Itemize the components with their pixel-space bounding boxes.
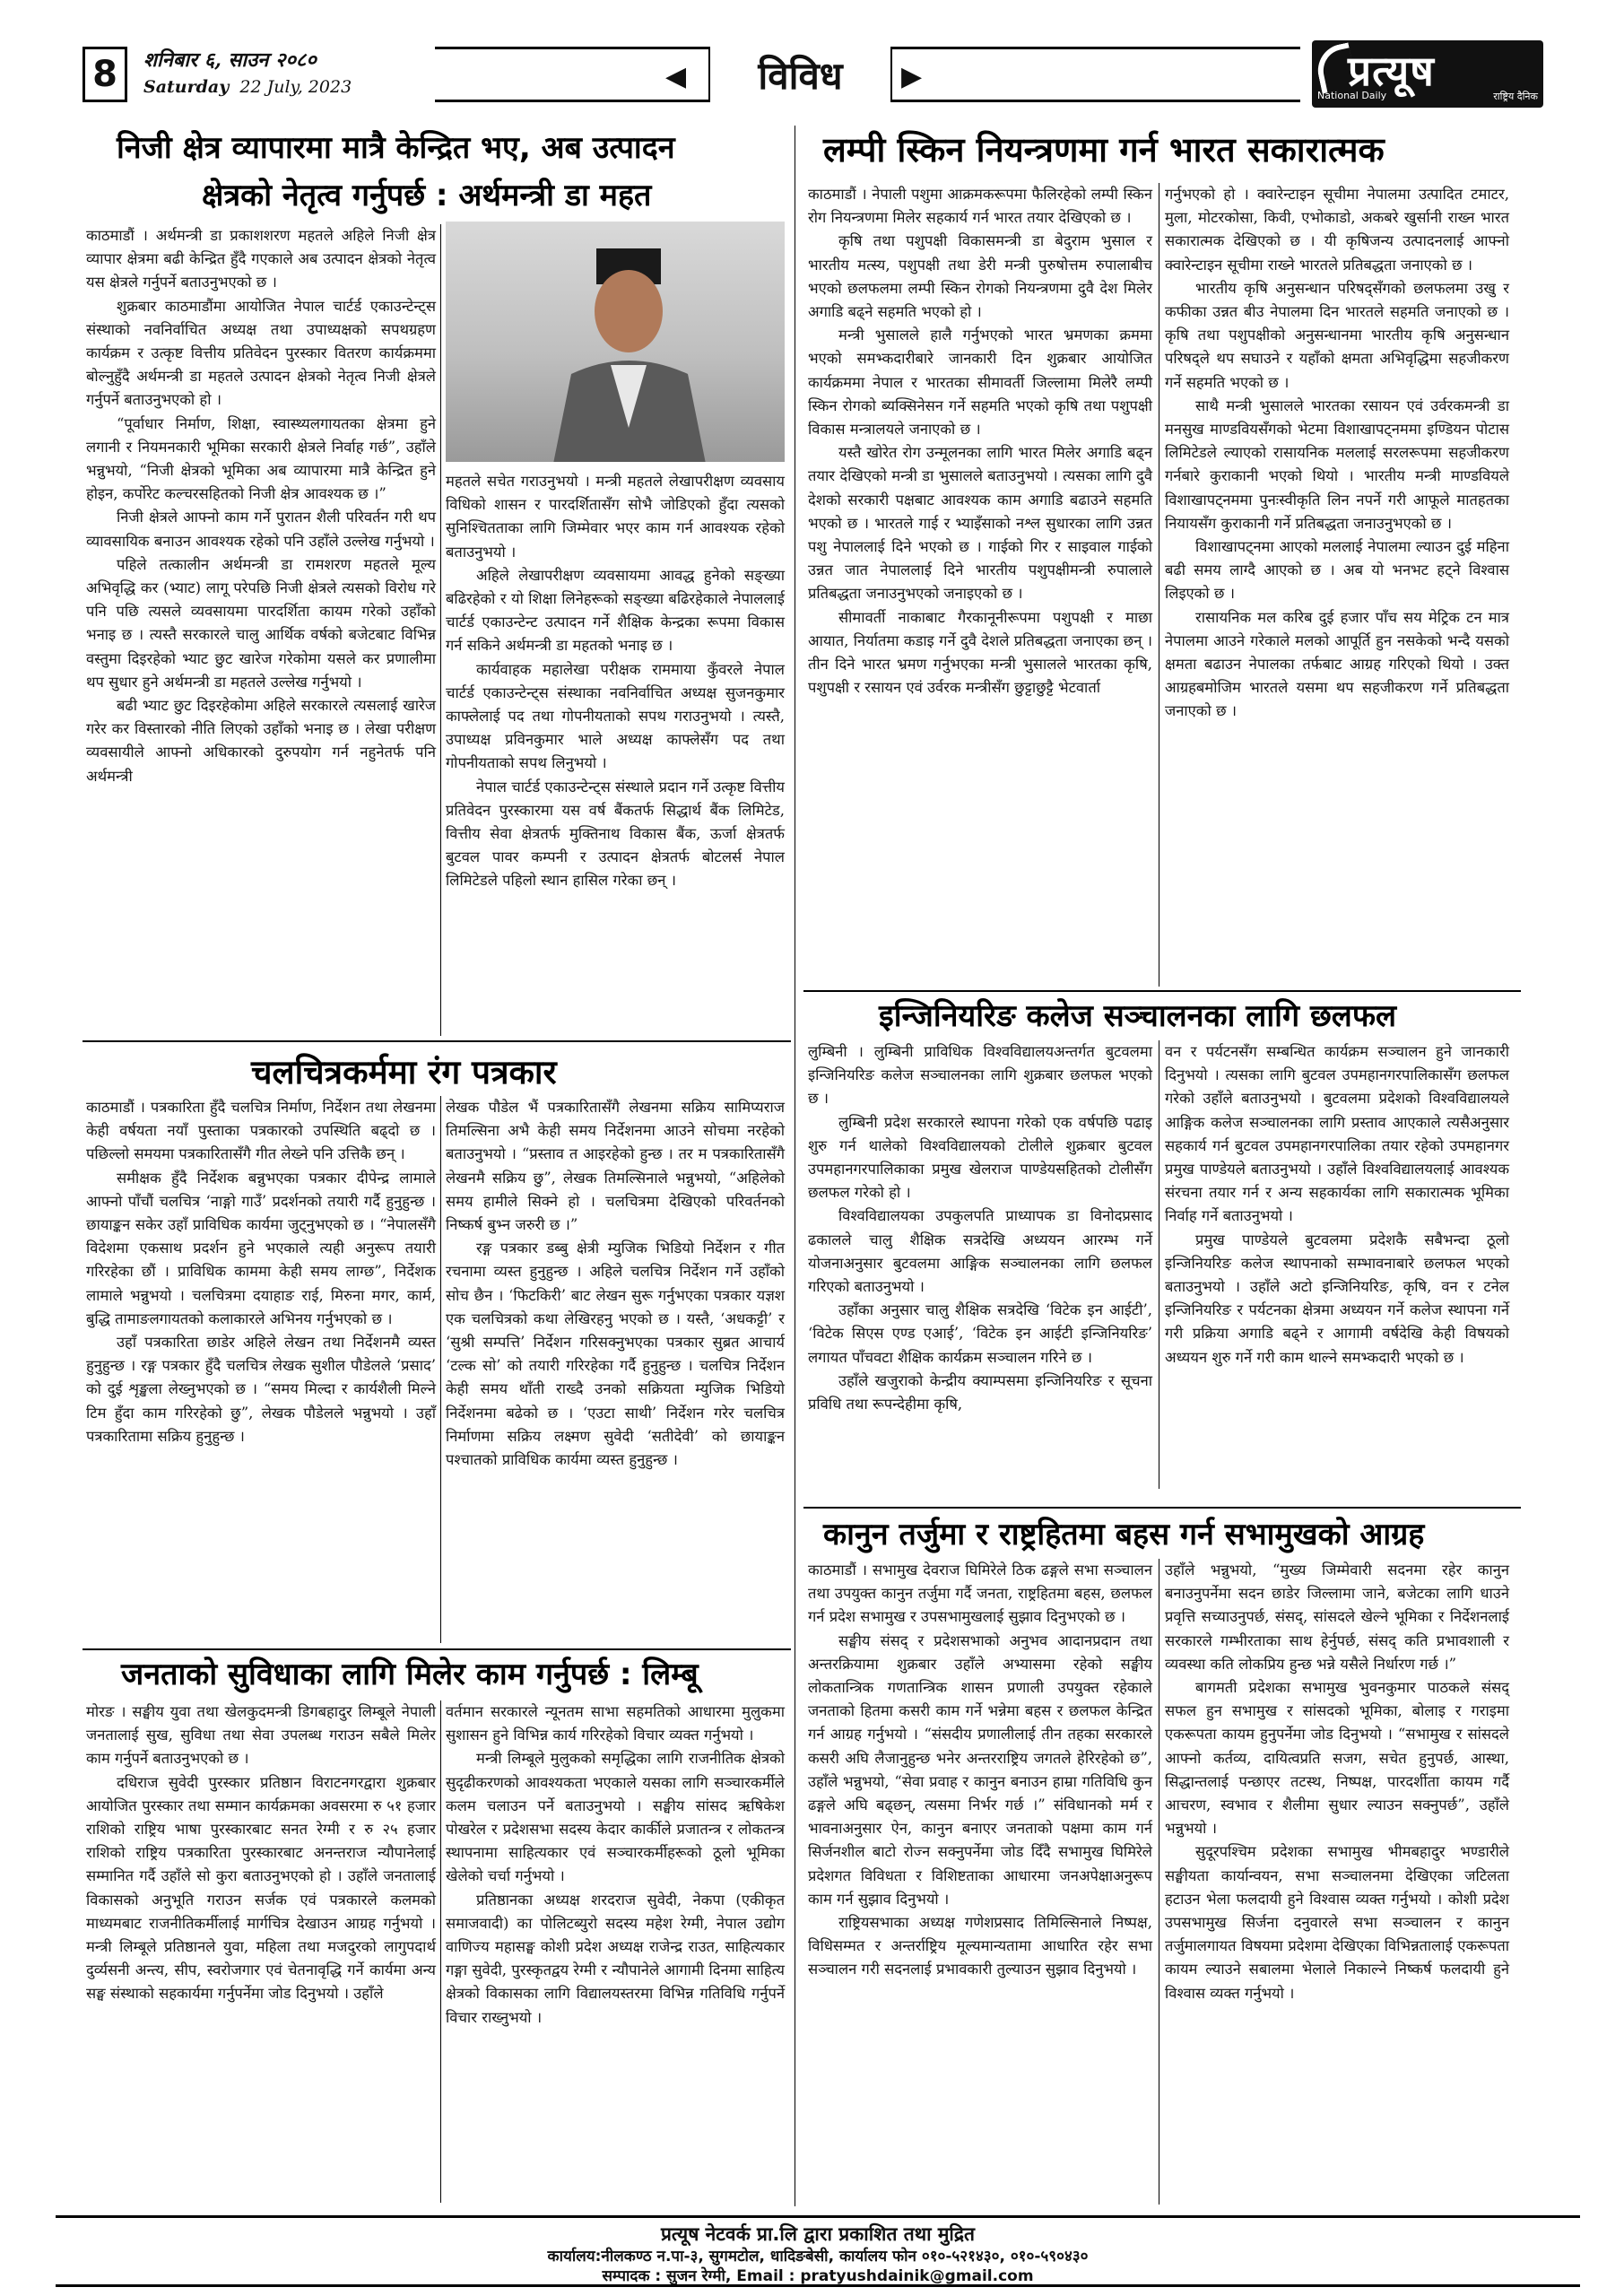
paragraph: प्रतिष्ठानका अध्यक्ष शरदराज सुवेदी, नेकपा (एकीकृत समाजवादी) का पोलिटब्युरो सदस्य महेश रेग्मी, नेपाल उद्योग वाणिज्य महासङ्घ कोशी प्रदेश अध्यक्ष राजेन्द्र राउत, साहित्यकार गङ्गा सुवेदी, पुरस्कृतद्वय रेग्मी र न्यौपानेले आगामी दिनमा साहित्य क्षेत्रको विकासका लागि विद्यालयस्तरमा विभिन्न गतिविधि गर्नुपर्ने विचार राख्नुभयो ।: [446, 1891, 785, 2026]
paragraph: नेपाल चार्टर्ड एकाउन्टेन्ट्स संस्थाले प्रदान गर्ने उत्कृष्ट वित्तीय प्रतिवेदन पुरस्कारमा यस वर्ष बैंकतर्फ सिद्धार्थ बैंक लिमिटेड, वित्तीय सेवा क्षेत्रतर्फ मुक्तिनाथ विकास बैंक, ऊर्जा क्षेत्रतर्फ बुटवल पावर कम्पनी र उत्पादन क्षेत्रतर्फ बोटलर्स नेपाल लिमिटेडले पहिलो स्थान हासिल गरेका छन् ।: [446, 778, 785, 890]
paragraph: “पूर्वाधार निर्माण, शिक्षा, स्वास्थ्यलगायतका क्षेत्रमा हुने लगानी र नियमनकारी भूमिका सरकारी क्षेत्रले निर्वाह गर्छ”, उहाँले भन्नुभयो, “निजी क्षेत्रको भूमिका अब व्यापारमा मात्रै केन्द्रित हुने होइन, कर्पोरेट कल्चरसहितको निजी क्षेत्र आवश्यक छ ।”: [86, 414, 436, 503]
column-divider: [440, 1700, 441, 2203]
paragraph: उहाँले भन्नुभयो, “मुख्य जिम्मेवारी सदनमा रहेर कानुन बनाउनुपर्नेमा सदन छाडेर जिल्लामा जाने, बजेटका लागि धाउने प्रवृत्ति सच्याउनुपर्छ, संसद्, सांसदले खेल्ने भूमिका र निर्देशनलाई सरकारले गम्भीरताका साथ हेर्नुपर्छ, संसद् कति प्रभावशाली र व्यवस्था कति लोकप्रिय हुन्छ भन्ने यसैले निर्धारण गर्छ ।”: [1165, 1561, 1509, 1673]
footer-editor: सम्पादक : सुजन रेग्मी, Email : pratyushdainik@gmail.com: [602, 2267, 1034, 2285]
page-number: 8: [83, 47, 127, 102]
paragraph: राष्ट्रियसभाका अध्यक्ष गणेशप्रसाद तिमिल्सिनाले निष्पक्ष, विधिसम्मत र अन्तर्राष्ट्रिय मूल्यमान्यतामा आधारित रहेर सभा सञ्चालन गरी सदनलाई प्रभावकारी तुल्याउन सुझाव दिनुभयो ।: [808, 1914, 1152, 1979]
paragraph: अहिले लेखापरीक्षण व्यवसायमा आवद्ध हुनेको सङ्ख्या बढिरहेको र यो शिक्षा लिनेहरूको सङ्ख्या बढिरहेकाले नेपाललाई चार्टर्ड एकाउन्टेन्ट उत्पादन गर्ने शैक्षिक केन्द्रका रूपमा विकास गर्न सकिने अर्थमन्त्री डा महतको भनाइ छ ।: [446, 566, 785, 655]
paragraph: रासायनिक मल करिब दुई हजार पाँच सय मेट्रिक टन मात्र नेपालमा आउने गरेकाले मलको आपूर्ति हुन नसकेको भन्दै यसको क्षमता बढाउन नेपालका तर्फबाट आग्रह गरिएको थियो । उक्त आग्रहबमोजिम भारतले यसमा थप सहजीकरण गर्ने प्रतिबद्धता जनाएको छ ।: [1165, 608, 1509, 720]
paragraph: महतले सचेत गराउनुभयो । मन्त्री महतले लेखापरीक्षण व्यवसाय विधिको शासन र पारदर्शितासँग सोभै जोडिएको हुँदा त्यसको सुनिश्चितताका लागि जिम्मेवार भएर काम गर्न आवश्यक रहेको बताउनुभयो ।: [446, 473, 785, 561]
footer-title: प्रत्यूष नेटवर्क प्रा.लि द्वारा प्रकाशित तथा मुद्रित: [660, 2223, 975, 2245]
law-headline: कानुन तर्जुमा र राष्ट्रहितमा बहस गर्न सभामुखको आग्रह: [823, 1517, 1425, 1552]
film-column-2: [446, 1096, 785, 1472]
finance-headline-1: निजी क्षेत्र व्यापारमा मात्रै केन्द्रित भए, अब उत्पादन: [117, 130, 675, 166]
logo-sub-left: National Daily: [1317, 90, 1387, 101]
paragraph: काठमाडौं । सभामुख देवराज घिमिरेले ठिक ढङ्गले सभा सञ्चालन तथा उपयुक्त कानुन तर्जुमा गर्दै जनता, राष्ट्रहितमा बहस, छलफल गर्न प्रदेश सभामुख र उपसभामुखलाई सुझाव दिनुभएको छ ।: [808, 1561, 1152, 1626]
paragraph: कृषि तथा पशुपक्षी विकासमन्त्री डा बेदुराम भुसाल र भारतीय मत्स्य, पशुपक्षी तथा डेरी मन्त्री पुरुषोत्तम रुपालाबीच भएको छलफलमा लम्पी स्किन रोगको नियन्त्रणमा दुवै देश मिलेर अगाडि बढ्ने सहमति भएको हो ।: [808, 232, 1152, 321]
paragraph: उहाँले खजुराको केन्द्रीय क्याम्पसमा इन्जिनियरिङ र सूचना प्रविधि तथा रूपन्देहीमा कृषि,: [808, 1371, 1152, 1413]
paragraph: प्रमुख पाण्डेयले बुटवलमा प्रदेशकै सबैभन्दा ठूलो इन्जिनियरिङ कलेज स्थापनाको सम्भावनाबारे छलफल भएको बताउनुभयो । उहाँले अटो इन्जिनियरिङ, कृषि, वन र टनेल इन्जिनियरिङ र पर्यटनका क्षेत्रमा अध्ययन गर्ने कलेज स्थापना गर्ने गरी प्रक्रिया अगाडि बढ्ने र आगामी वर्षदेखि केही विषयको अध्ययन शुरु गर्ने गरी काम थाल्ने समभ्कदारी भएको छ ।: [1165, 1231, 1509, 1366]
paragraph: विशाखापट्नमा आएको मललाई नेपालमा ल्याउन दुई महिना बढी समय लाग्दै आएको छ । अब यो भनभट हट्ने विश्वास लिइएको छ ।: [1165, 538, 1509, 603]
date-english: [143, 74, 430, 100]
limbu-headline: जनताको सुविधाका लागि मिलेर काम गर्नुपर्छ : लिम्बू: [121, 1657, 699, 1692]
paragraph: समीक्षक हुँदै निर्देशक बन्नुभएका पत्रकार दीपेन्द्र लामाले आफ्नो पाँचौं चलचित्र ‘नाङ्गो गाउँ’ प्रदर्शनको तयारी गर्दै हुनुहुन्छ । छायाङ्कन सकेर उहाँ प्राविधिक कार्यमा जुट्नुभएको छ । “नेपालसँगै विदेशमा एकसाथ प्रदर्शन हुने भएकाले त्यही अनुरूप तयारी गरिरहेका छौं । प्राविधिक काममा केही समय लाग्छ”, निर्देशक लामाले भन्नुभयो । चलचित्रमा दयाहाङ राई, मिरुना मगर, कार्म, बुद्धि तामाङलगायतको कलाकारले अभिनय गर्नुभएको छ ।: [86, 1169, 436, 1327]
paragraph: उहाँ पत्रकारिता छाडेर अहिले लेखन तथा निर्देशनमै व्यस्त हुनुहुन्छ । रङ्ग पत्रकार हुँदै चलचित्र लेखक सुशील पौडेलले ‘प्रसाद’ को दुई शृङ्खला लेख्नुभएको छ । “समय मिल्दा र कार्यशैली मिल्ने टिम हुँदा काम गरिरहेको छु”, लेखक पौडेलले भन्नुभयो । उहाँ पत्रकारितामा सक्रिय हुनुहुन्छ ।: [86, 1334, 436, 1445]
limbu-column-2: [446, 1700, 785, 2030]
article-separator: [83, 1040, 791, 1042]
paragraph: मन्त्री भुसालले हालै गर्नुभएको भारत भ्रमणका क्रममा भएको समभ्कदारीबारे जानकारी दिन शुक्रबार आयोजित कार्यक्रममा नेपाल र भारतका सीमावर्ती जिल्लामा मिलेरै लम्पी स्किन रोगको ब्यक्सिनेसन गर्ने सहमति भएको कृषि तथा पशुपक्षी विकास मन्त्रालयले जनाएको छ ।: [808, 326, 1152, 439]
section-title: विविध: [708, 47, 892, 102]
paragraph: काठमाडौं । पत्रकारिता हुँदै चलचित्र निर्माण, निर्देशन तथा लेखनमा केही वर्षयता नयाँ पुस्ताका पत्रकारको उपस्थिति बढ्दो छ । पछिल्लो समयमा पत्रकारितासँगै गीत लेख्ने पनि उत्तिकै छन् ।: [86, 1099, 436, 1163]
date-nepali: शनिबार ६, साउन २०८०: [143, 48, 317, 72]
paragraph: मन्त्री लिम्बूले मुलुकको समृद्धिका लागि राजनीतिक क्षेत्रको सुदृढीकरणको आवश्यकता भएकाले यसका लागि सञ्चारकर्मीले कलम चलाउन पर्ने बताउनुभयो । सङ्घीय सांसद ऋषिकेश पोखरेल र प्रदेशसभा सदस्य केदार कार्कीले प्रजातन्त्र र लोकतन्त्र स्थापनामा साहित्यकार एवं सञ्चारकर्मीहरूको ठूलो भूमिका खेलेको चर्चा गर्नुभयो ।: [446, 1750, 785, 1885]
footer-address: कार्यालय:नीलकण्ठ न.पा-३, सुगमटोल, धादिङबेसी, कार्यालय फोन ०१०-५२१४३०, ०१०-५९०४३०: [547, 2248, 1089, 2266]
paragraph: उहाँका अनुसार चालु शैक्षिक सत्रदेखि ‘विटेक इन आईटी’, ‘विटेक सिएस एण्ड एआई’, ‘विटेक इन आईटी इन्जिनियरिङ’ लगायत पाँचवटा शैक्षिक कार्यक्रम सञ्चालन गरिने छ ।: [808, 1301, 1152, 1366]
film-column-1: [86, 1096, 436, 1448]
article-separator: [83, 1648, 791, 1650]
right-triangle-icon: ▶: [901, 61, 923, 92]
limbu-column-1: [86, 1700, 436, 2006]
newspaper-logo: [1312, 40, 1543, 108]
person-silhouette-icon: [553, 248, 706, 462]
paragraph: साथै मन्त्री भुसालले भारतका रसायन एवं उर्वरकमन्त्री डा मनसुख माण्डवियसँगको भेटमा विशाखापट्नममा इण्डियन पोटास लिमिटेडले ल्याएको रासायनिक मललाई सरलरूपमा सहजीकरण गर्नबारे कुराकानी भएको थियो । भारतीय मन्त्री माण्डवियले विशाखापट्नममा पुनःस्वीकृति लिन नपर्ने गरी आफूले मातहतका नियायसँग कुराकानी गर्ने प्रतिबद्धता जनाउनुभएको छ ।: [1165, 396, 1509, 532]
finance-column-2: [446, 470, 785, 893]
paragraph: भारतीय कृषि अनुसन्धान परिषद्सँगको छलफलमा उखु र कफीका उन्नत बीउ नेपालमा दिन भारतले सहमति जनाएको छ । कृषि तथा पशुपक्षीको अनुसन्धानमा भारतीय कृषि अनुसन्धान परिषद्ले थप सघाउने र यहाँको क्षमता अभिवृद्धिमा सहजीकरण गर्ने सहमति भएको छ ।: [1165, 279, 1509, 391]
paragraph: गर्नुभएको हो । क्वारेन्टाइन सूचीमा नेपालमा उत्पादित टमाटर, मुला, मोटरकोसा, किवी, एभोकाडो, अकबरे खुर्सानी राख्न भारत सकारात्मक देखिएको छ । यी कृषिजन्य उत्पादनलाई आफ्नो क्वारेन्टाइन सूचीमा राख्ने भारतले प्रतिबद्धता जनाएको छ ।: [1165, 186, 1509, 274]
date-english-day: Saturday: [143, 77, 230, 97]
paragraph: मोरङ । सङ्घीय युवा तथा खेलकुदमन्त्री डिगबहादुर लिम्बूले नेपाली जनतालाई सुख, सुविधा तथा सेवा उपलब्ध गराउन सबैले मिलेर काम गर्नुपर्ने बताउनुभएको छ ।: [86, 1703, 436, 1768]
column-divider: [440, 224, 441, 1036]
paragraph: बागमती प्रदेशका सभामुख भुवनकुमार पाठकले संसद् सफल हुन सभामुख र सांसदको भूमिका, बोलाइ र गराइमा एकरूपता कायम हुनुपर्नेमा जोड दिनुभयो । “सभामुख र सांसदले आफ्नो कर्तव्य, दायित्वप्रति सजग, सचेत हुनुपर्छ, आस्था, सिद्धान्तलाई पन्छाएर तटस्थ, निष्पक्ष, पारदर्शीता कायम गर्दै आचरण, स्वभाव र शैलीमा सुधार ल्याउन सक्नुपर्छ”, उहाँले भन्नुभयो ।: [1165, 1679, 1509, 1838]
logo-sub-right: राष्ट्रिय दैनिक: [1493, 91, 1538, 102]
film-headline: चलचित्रकर्ममा रंग पत्रकार: [251, 1053, 557, 1091]
law-column-1: [808, 1559, 1152, 1982]
column-divider: [440, 1096, 441, 1643]
law-column-2: [1165, 1559, 1509, 2005]
left-triangle-icon: ◀: [665, 61, 687, 92]
logo-name: प्रत्यूष: [1348, 47, 1435, 95]
paragraph: सुदूरपश्चिम प्रदेशका सभामुख भीमबहादुर भण्डारीले सङ्घीयता कार्यान्वयन, सभा सञ्चालनमा देखिएका जटिलता हटाउन भेला फलदायी हुने विश्वास व्यक्त गर्नुभयो । कोशी प्रदेश उपसभामुख सिर्जना दनुवारले सभा सञ्चालन र कानुन तर्जुमालगायत विषयमा प्रदेशमा देखिएका विभिन्नतालाई एकरूपता कायम ल्याउने सबालमा भेलाले निकाल्ने निष्कर्ष फलदायी हुने विश्वास व्यक्त गर्नुभयो ।: [1165, 1843, 1509, 2002]
engineering-column-1: [808, 1040, 1152, 1416]
engineering-headline: इन्जिनियरिङ कलेज सञ्चालनका लागि छलफल: [879, 998, 1397, 1034]
paragraph: यस्तै खोरेत रोग उन्मूलनका लागि भारत मिलेर अगाडि बढ्न तयार देखिएको मन्त्री डा भुसालले बताउनुभयो । त्यसका लागि दुवै देशको सरकारी पक्षबाट आवश्यक काम अगाडि बढाउने सहमति भएको छ । भारतले गाई र भ्याइँसाको नश्ल सुधारका लागि उन्नत पशु नेपाललाई दिने भएको छ । गाईको गिर र साइवाल गाईको उन्नत जात नेपाललाई दिने भारतीय पशुपक्षीमन्त्री रुपालाले प्रतिबद्धता जनाउनुभएको जनाइएको छ ।: [808, 444, 1152, 603]
article-separator: [803, 990, 1521, 992]
lumpy-column-2: [1165, 183, 1509, 724]
paragraph: विश्वविद्यालयका उपकुलपति प्राध्यापक डा विनोदप्रसाद ढकालले चालु शैक्षिक सत्रदेखि अध्ययन आरम्भ गर्ने योजनाअनुसार बुटवलमा आङ्गिक सञ्चालनका लागि छलफल गरिएको बताउनुभयो ।: [808, 1207, 1152, 1296]
paragraph: काठमाडौं । नेपाली पशुमा आक्रमकरूपमा फैलिरहेको लम्पी स्किन रोग नियन्त्रणमा मिलेर सहकार्य गर्न भारत तयार देखिएको छ ।: [808, 186, 1152, 227]
paragraph: काठमाडौं । अर्थमन्त्री डा प्रकाशशरण महतले अहिले निजी क्षेत्र व्यापार क्षेत्रमा बढी केन्द्रित हुँदै गएकाले अब उत्पादन क्षेत्रको नेतृत्व यस क्षेत्रले गर्नुपर्ने बताउनुभएको छ ।: [86, 227, 436, 291]
paragraph: लेखक पौडेल भैं पत्रकारितासँगै लेखनमा सक्रिय सामिप्यराज तिमल्सिना अभै केही समय निर्देशनमा आउने सोचमा नरहेको बताउनुभयो । “प्रस्ताव त आइरहेको हुन्छ । तर म पत्रकारितासँगै लेखनमै सक्रिय छु”, लेखक तिमल्सिनाले भन्नुभयो, “अहिलेको समय हामीले सिक्ने हो । चलचित्रमा देखिएको परिवर्तनको निष्कर्ष बुभ्न जरुरी छ ।”: [446, 1099, 785, 1234]
paragraph: बढी भ्याट छुट दिइरहेकोमा अहिले सरकारले त्यसलाई खारेज गरेर कर विस्तारको नीति लिएको उहाँको भनाइ छ । लेखा परीक्षण व्यवसायीले आफ्नो अधिकारको दुरुपयोग गर्न नहुनेतर्फ पनि अर्थमन्त्री: [86, 697, 436, 785]
issue-date: [143, 47, 430, 108]
publisher-footer: [56, 2215, 1580, 2287]
paragraph: रङ्ग पत्रकार डब्बु क्षेत्री म्युजिक भिडियो निर्देशन र गीत रचनामा व्यस्त हुनुहुन्छ । अहिले चलचित्र निर्देशन गर्ने उहाँको सोच छैन । ‘फिटकिरी’ बाट लेखन सुरू गर्नुभएका पत्रकार यज्ञश एक चलचित्रको कथा लेखिरहनु भएको छ । यस्तै, ‘अधकट्टी’ र ‘सुश्री सम्पत्ति’ निर्देशन गरिसक्नुभएका पत्रकार सुब्रत आचार्य ‘टल्क सो’ को तयारी गरिरहेका गर्दै हुनुहुन्छ । चलचित्र निर्देशन केही समय थाँती राख्दै उनको सक्रियता म्युजिक भिडियो निर्देशनमा बढेको छ । ‘एउटा साथी’ निर्देशन गरेर चलचित्र निर्माणमा सक्रिय लक्ष्मण सुवेदी ‘सतीदेवी’ को छायाङ्कन पश्चातको प्राविधिक कार्यमा व्यस्त हुनुहुन्छ ।: [446, 1239, 785, 1469]
paragraph: पहिले तत्कालीन अर्थमन्त्री डा रामशरण महतले मूल्य अभिवृद्धि कर (भ्याट) लागू परेपछि निजी क्षेत्रले त्यसको विरोध गरे पनि पछि त्यसले व्यवसायमा पारदर्शिता कायम गरेको उहाँको भनाइ छ । त्यस्तै सरकारले चालु आर्थिक वर्षको बजेटबाट विभिन्न वस्तुमा दिइरहेको भ्याट छुट खारेज गरेकोमा यसले कर प्रणालीमा थप सुधार हुने अर्थमन्त्री डा महतले उल्लेख गर्नुभयो ।: [86, 555, 436, 691]
lumpy-column-1: [808, 183, 1152, 700]
paragraph: लुम्बिनी प्रदेश सरकारले स्थापना गरेको एक वर्षपछि पढाइ शुरु गर्न थालेको विश्वविद्यालयको टोलीले शुक्रबार बुटवल उपमहानगरपालिकाका प्रमुख खेलराज पाण्डेयसहितको टोलीसँग छलफल गरेको हो ।: [808, 1113, 1152, 1202]
engineering-column-2: [1165, 1040, 1509, 1370]
finance-minister-photo: [446, 222, 785, 462]
paragraph: कार्यवाहक महालेखा परीक्षक राममाया कुँवरले नेपाल चार्टर्ड एकाउन्टेन्ट्स संस्थाका नवनिर्वाचित अध्यक्ष सुजनकुमार काफ्लेलाई पद तथा गोपनीयताको सपथ गराउनुभयो । त्यस्तै, उपाध्यक्ष प्रविनकुमार भाले अध्यक्ष काफ्लेसँग पद तथा गोपनीयताको सपथ लिनुभयो ।: [446, 660, 785, 772]
finance-headline-2: क्षेत्रको नेतृत्व गर्नुपर्छ : अर्थमन्त्री डा महत: [202, 178, 652, 213]
paragraph: शुक्रबार काठमाडौंमा आयोजित नेपाल चार्टर्ड एकाउन्टेन्ट्स संस्थाको नवनिर्वाचित अध्यक्ष तथा उपाध्यक्षको सपथग्रहण कार्यक्रम र उत्कृष्ट वित्तीय प्रतिवेदन पुरस्कार वितरण कार्यक्रममा बोल्नुहुँदै अर्थमन्त्री डा महतले उत्पादन क्षेत्रको नेतृत्व निजी क्षेत्रले गर्नुपर्ने बताउनुभएको हो ।: [86, 297, 436, 409]
paragraph: निजी क्षेत्रले आफ्नो काम गर्ने पुरातन शैली परिवर्तन गरी थप व्यावसायिक बनाउन आवश्यक रहेको पनि उहाँले उल्लेख गर्नुभयो ।: [86, 509, 436, 550]
paragraph: सीमावर्ती नाकाबाट गैरकानूनीरूपमा पशुपक्षी र माछा आयात, निर्यातमा कडाइ गर्ने दुवै देशले प्रतिबद्धता जनाएका छन् । तीन दिने भारत भ्रमण गर्नुभएका मन्त्री भुसालले भारतका कृषि, पशुपक्षी र रसायन एवं उर्वरक मन्त्रीसँग छुट्टाछुट्टै भेटवार्ता: [808, 608, 1152, 697]
date-english-date: 22 July, 2023: [239, 77, 352, 97]
finance-column-1: [86, 224, 436, 788]
paragraph: लुम्बिनी । लुम्बिनी प्राविधिक विश्वविद्यालयअन्तर्गत बुटवलमा इन्जिनियरिङ कलेज सञ्चालनका लागि शुक्रबार छलफल भएको छ ।: [808, 1043, 1152, 1108]
paragraph: वन र पर्यटनसँग सम्बन्धित कार्यक्रम सञ्चालन हुने जानकारी दिनुभयो । त्यसका लागि बुटवल उपमहानगरपालिकासँग छलफल गरेको उहाँले बताउनुभयो । बुटवलमा प्रदेशको विश्वविद्यालयले आङ्गिक कलेज सञ्चालनका लागि प्रस्ताव आएकाले त्यसैअनुसार सहकार्य गर्न बुटवल उपमहानगरपालिका तयार रहेको उपमहानगर प्रमुख पाण्डेयले बताउनुभयो । उहाँले विश्वविद्यालयलाई आवश्यक संरचना तयार गर्न र अन्य सहकार्यका लागि सकारात्मक भूमिका निर्वाह गर्ने बताउनुभयो ।: [1165, 1043, 1509, 1225]
paragraph: दधिराज सुवेदी पुरस्कार प्रतिष्ठान विराटनगरद्वारा शुक्रबार आयोजित पुरस्कार तथा सम्मान कार्यक्रमका अवसरमा रु ५१ हजार राशिको राष्ट्रिय भाषा पुरस्कारबाट सनत रेग्मी र रु २५ हजार राशिको राष्ट्रिय पत्रकारिता पुरस्कारबाट अनन्तराज न्यौपानेलाई सम्मानित गर्दै उहाँले सो कुरा बताउनुभएको हो । उहाँले जनतालाई विकासको अनुभूति गराउन सर्जक एवं पत्रकारले कलमको माध्यमबाट राजनीतिकर्मीलाई मार्गचित्र देखाउन आग्रह गर्नुभयो । मन्त्री लिम्बूले प्रतिष्ठानले युवा, महिला तथा मजदुरको लागुपदार्थ दुर्व्यसनी अन्त्य, सीप, स्वरोजगार एवं चेतनावृद्धि गर्ने कार्यमा अन्य सङ्घ संस्थाको सहकार्यमा गर्नुपर्नेमा जोड दिनुभयो । उहाँले: [86, 1773, 436, 2003]
paragraph: सङ्घीय संसद् र प्रदेशसभाको अनुभव आदानप्रदान तथा अन्तरक्रियामा शुक्रबार उहाँले अभ्यासमा रहेको सङ्घीय लोकतान्त्रिक गणतान्त्रिक शासन प्रणाली उपयुक्त रहेकाले जनताको हितमा कसरी काम गर्ने भन्नेमा बहस र छलफल केन्द्रित गर्न आग्रह गर्नुभयो । “संसदीय प्रणालीलाई तीन तहका सरकारले कसरी अघि लैजानुहुन्छ भनेर अन्तरराष्ट्रिय जगतले हेरिरहेको छ”, उहाँले भन्नुभयो, “सेवा प्रवाह र कानुन बनाउन हाम्रा गतिविधि कुन ढङ्गले अघि बढ्छन्, त्यसमा निर्भर गर्छ ।” संविधानको मर्म र भावनाअनुसार ऐन, कानुन बनाएर जनताको पक्षमा काम गर्न सिर्जनशील बाटो रोज्न सक्नुपर्नेमा जोड दिँदै सभामुख घिमिरेले प्रदेशगत विविधता र विशिष्टताका आधारमा जनअपेक्षाअनुरूप काम गर्न सुझाव दिनुभयो ।: [808, 1631, 1152, 1908]
logo-subtitle: [1317, 90, 1538, 104]
lumpy-headline: लम्पी स्किन नियन्त्रणमा गर्न भारत सकारात्मक: [823, 130, 1385, 170]
paragraph: वर्तमान सरकारले न्यूनतम साभा सहमतिको आधारमा मुलुकमा सुशासन हुने विभिन्न कार्य गरिरहेको विचार व्यक्त गर्नुभयो ।: [446, 1703, 785, 1744]
article-separator: [803, 1507, 1521, 1509]
